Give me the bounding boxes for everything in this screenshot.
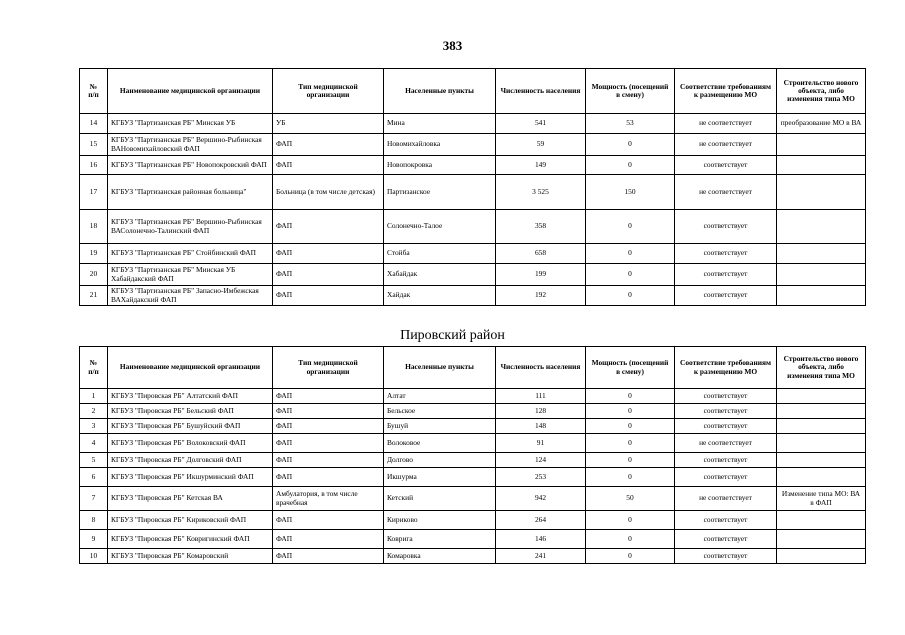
cell-organization: КГБУЗ "Пировская РБ" Комаровский	[108, 549, 273, 564]
cell-capacity: 0	[586, 134, 675, 156]
cell-type: ФАП	[273, 404, 384, 419]
cell-settlement: Солонечно-Талое	[384, 210, 496, 244]
table-header-row	[80, 69, 866, 114]
cell-organization: КГБУЗ "Пировская РБ" Кириковский ФАП	[108, 511, 273, 530]
cell-organization: КГБУЗ "Партизанская РБ" Новопокровский ФАП	[108, 156, 273, 175]
cell-compliance: соответствует	[675, 453, 777, 468]
table-row	[80, 468, 866, 487]
cell-settlement: Мина	[384, 114, 496, 134]
cell-number: 8	[80, 511, 108, 530]
cell-population: 358	[496, 210, 586, 244]
table-header-row	[80, 347, 866, 389]
table-row	[80, 487, 866, 511]
header-capacity: Мощность (посещений в смену)	[586, 69, 675, 114]
cell-settlement: Икшурма	[384, 468, 496, 487]
cell-compliance: соответствует	[675, 511, 777, 530]
cell-construction	[777, 419, 866, 434]
table-row	[80, 210, 866, 244]
cell-compliance: соответствует	[675, 244, 777, 264]
cell-type: ФАП	[273, 453, 384, 468]
cell-type: УБ	[273, 114, 384, 134]
cell-compliance: соответствует	[675, 468, 777, 487]
cell-compliance: соответствует	[675, 419, 777, 434]
cell-capacity: 0	[586, 156, 675, 175]
cell-construction	[777, 434, 866, 453]
cell-settlement: Стойба	[384, 244, 496, 264]
cell-settlement: Кетский	[384, 487, 496, 511]
cell-settlement: Хайдак	[384, 286, 496, 306]
cell-settlement: Алтат	[384, 389, 496, 404]
section-title: Пировский район	[400, 328, 505, 343]
cell-organization: КГБУЗ "Пировская РБ" Долговский ФАП	[108, 453, 273, 468]
cell-capacity: 0	[586, 210, 675, 244]
table-row	[80, 419, 866, 434]
cell-population: 192	[496, 286, 586, 306]
cell-construction	[777, 404, 866, 419]
cell-population: 91	[496, 434, 586, 453]
cell-type: ФАП	[273, 389, 384, 404]
cell-population: 199	[496, 264, 586, 286]
cell-settlement: Хабайдак	[384, 264, 496, 286]
table-row	[80, 549, 866, 564]
header-number: № п/п	[80, 347, 108, 389]
cell-compliance: не соответствует	[675, 487, 777, 511]
cell-organization: КГБУЗ "Пировская РБ" Икшурминский ФАП	[108, 468, 273, 487]
cell-number: 18	[80, 210, 108, 244]
cell-compliance: не соответствует	[675, 134, 777, 156]
cell-settlement: Долгово	[384, 453, 496, 468]
cell-settlement: Партизанское	[384, 175, 496, 210]
header-type: Тип медицинской организации	[273, 69, 384, 114]
page-number: 383	[442, 38, 463, 53]
cell-organization: КГБУЗ "Пировская РБ" Кетская ВА	[108, 487, 273, 511]
cell-settlement: Ковригa	[384, 530, 496, 549]
cell-compliance: не соответствует	[675, 175, 777, 210]
header-settlements: Населенные пункты	[384, 347, 496, 389]
cell-capacity: 0	[586, 389, 675, 404]
cell-type: ФАП	[273, 468, 384, 487]
cell-compliance: соответствует	[675, 549, 777, 564]
cell-compliance: соответствует	[675, 389, 777, 404]
header-settlements: Населенные пункты	[384, 69, 496, 114]
cell-type: ФАП	[273, 134, 384, 156]
cell-organization: КГБУЗ "Партизанская РБ" Стойбинский ФАП	[108, 244, 273, 264]
cell-number: 21	[80, 286, 108, 306]
cell-construction: Изменение типа МО: ВА в ФАП	[777, 487, 866, 511]
cell-type: ФАП	[273, 156, 384, 175]
table-row	[80, 389, 866, 404]
cell-number: 10	[80, 549, 108, 564]
cell-population: 253	[496, 468, 586, 487]
header-population: Численность населения	[496, 347, 586, 389]
cell-organization: КГБУЗ "Пировская РБ" Волоковский ФАП	[108, 434, 273, 453]
cell-compliance: соответствует	[675, 404, 777, 419]
cell-type: ФАП	[273, 434, 384, 453]
cell-capacity: 0	[586, 404, 675, 419]
cell-capacity: 0	[586, 468, 675, 487]
cell-capacity: 0	[586, 434, 675, 453]
cell-organization: КГБУЗ "Партизанская районная больница"	[108, 175, 273, 210]
cell-population: 124	[496, 453, 586, 468]
cell-capacity: 50	[586, 487, 675, 511]
table-row	[80, 404, 866, 419]
cell-capacity: 0	[586, 453, 675, 468]
cell-population: 241	[496, 549, 586, 564]
header-organization: Наименование медицинской организации	[108, 347, 273, 389]
cell-number: 4	[80, 434, 108, 453]
cell-capacity: 0	[586, 244, 675, 264]
table-row	[80, 511, 866, 530]
cell-compliance: соответствует	[675, 210, 777, 244]
header-number: № п/п	[80, 69, 108, 114]
cell-compliance: соответствует	[675, 530, 777, 549]
table-row	[80, 453, 866, 468]
cell-construction	[777, 468, 866, 487]
cell-construction	[777, 210, 866, 244]
header-construction: Строительство нового объекта, либо изменения типа МО	[777, 347, 866, 389]
cell-construction	[777, 549, 866, 564]
cell-settlement: Новопокровка	[384, 156, 496, 175]
header-compliance: Соответствие требованиям к размещению МО	[675, 69, 777, 114]
cell-capacity: 53	[586, 114, 675, 134]
cell-settlement: Бушуй	[384, 419, 496, 434]
cell-settlement: Волоковое	[384, 434, 496, 453]
cell-number: 2	[80, 404, 108, 419]
table-row	[80, 175, 866, 210]
cell-population: 658	[496, 244, 586, 264]
cell-organization: КГБУЗ "Партизанская РБ" Вершино-Рыбинская ВАНовомихайловский ФАП	[108, 134, 273, 156]
cell-organization: КГБУЗ "Пировская РБ" Алтатский ФАП	[108, 389, 273, 404]
cell-organization: КГБУЗ "Партизанская РБ" Минская УБ	[108, 114, 273, 134]
facilities-table-pirovsky	[79, 346, 866, 564]
cell-construction	[777, 175, 866, 210]
header-capacity: Мощность (посещений в смену)	[586, 347, 675, 389]
cell-type: Больница (в том числе детская)	[273, 175, 384, 210]
cell-population: 541	[496, 114, 586, 134]
cell-population: 3 525	[496, 175, 586, 210]
cell-organization: КГБУЗ "Пировская РБ" Ковригинский ФАП	[108, 530, 273, 549]
cell-type: ФАП	[273, 244, 384, 264]
cell-type: ФАП	[273, 210, 384, 244]
cell-number: 14	[80, 114, 108, 134]
header-organization: Наименование медицинской организации	[108, 69, 273, 114]
cell-compliance: соответствует	[675, 156, 777, 175]
cell-construction	[777, 156, 866, 175]
cell-construction	[777, 530, 866, 549]
cell-number: 19	[80, 244, 108, 264]
cell-capacity: 0	[586, 511, 675, 530]
cell-organization: КГБУЗ "Пировская РБ" Бельский ФАП	[108, 404, 273, 419]
cell-number: 5	[80, 453, 108, 468]
cell-settlement: Новомихайловка	[384, 134, 496, 156]
table-row	[80, 286, 866, 306]
cell-type: ФАП	[273, 286, 384, 306]
cell-construction	[777, 286, 866, 306]
cell-type: ФАП	[273, 511, 384, 530]
cell-population: 264	[496, 511, 586, 530]
cell-type: ФАП	[273, 530, 384, 549]
table-row	[80, 156, 866, 175]
cell-capacity: 0	[586, 419, 675, 434]
cell-number: 15	[80, 134, 108, 156]
header-construction: Строительство нового объекта, либо изменения типа МО	[777, 69, 866, 114]
cell-construction	[777, 511, 866, 530]
cell-organization: КГБУЗ "Пировская РБ" Бушуйский ФАП	[108, 419, 273, 434]
cell-number: 17	[80, 175, 108, 210]
cell-settlement: Комаровка	[384, 549, 496, 564]
cell-population: 942	[496, 487, 586, 511]
cell-compliance: не соответствует	[675, 114, 777, 134]
cell-construction	[777, 244, 866, 264]
cell-compliance: соответствует	[675, 264, 777, 286]
cell-number: 6	[80, 468, 108, 487]
cell-population: 149	[496, 156, 586, 175]
header-population: Численность населения	[496, 69, 586, 114]
cell-type: Амбулатория, в том числе врачебная	[273, 487, 384, 511]
cell-organization: КГБУЗ "Партизанская РБ" Вершино-Рыбинская ВАСолонечно-Талинский ФАП	[108, 210, 273, 244]
table-row	[80, 530, 866, 549]
table-row	[80, 244, 866, 264]
cell-construction	[777, 264, 866, 286]
cell-type: ФАП	[273, 419, 384, 434]
table-row	[80, 434, 866, 453]
cell-number: 16	[80, 156, 108, 175]
cell-construction	[777, 134, 866, 156]
cell-capacity: 0	[586, 264, 675, 286]
cell-settlement: Кириково	[384, 511, 496, 530]
cell-construction	[777, 389, 866, 404]
cell-capacity: 150	[586, 175, 675, 210]
cell-construction: преобразование МО в ВА	[777, 114, 866, 134]
cell-type: ФАП	[273, 264, 384, 286]
header-compliance: Соответствие требованиям к размещению МО	[675, 347, 777, 389]
cell-construction	[777, 453, 866, 468]
cell-type: ФАП	[273, 549, 384, 564]
cell-population: 128	[496, 404, 586, 419]
cell-number: 7	[80, 487, 108, 511]
cell-number: 1	[80, 389, 108, 404]
cell-number: 3	[80, 419, 108, 434]
table-row	[80, 134, 866, 156]
facilities-table-partizansky	[79, 68, 866, 306]
cell-settlement: Бельское	[384, 404, 496, 419]
cell-population: 148	[496, 419, 586, 434]
header-type: Тип медицинской организации	[273, 347, 384, 389]
table-row	[80, 264, 866, 286]
cell-number: 9	[80, 530, 108, 549]
cell-capacity: 0	[586, 286, 675, 306]
cell-organization: КГБУЗ "Партизанская РБ" Минская УБ Хабайдакский ФАП	[108, 264, 273, 286]
cell-capacity: 0	[586, 530, 675, 549]
cell-organization: КГБУЗ "Партизанская РБ" Запасно-Имбежская ВАХайдакский ФАП	[108, 286, 273, 306]
cell-population: 146	[496, 530, 586, 549]
cell-population: 59	[496, 134, 586, 156]
cell-compliance: соответствует	[675, 286, 777, 306]
cell-compliance: не соответствует	[675, 434, 777, 453]
cell-capacity: 0	[586, 549, 675, 564]
table-row	[80, 114, 866, 134]
cell-population: 111	[496, 389, 586, 404]
cell-number: 20	[80, 264, 108, 286]
